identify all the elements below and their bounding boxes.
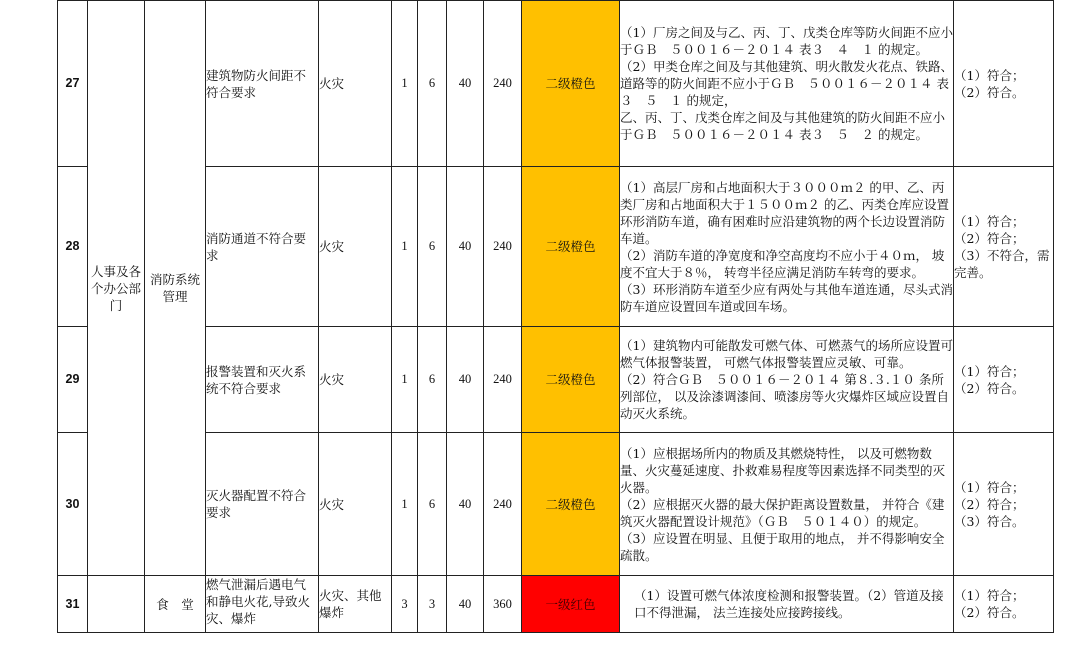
result-line: （1）符合； <box>954 363 1025 379</box>
accident-type: 火灾 <box>319 433 392 576</box>
measure-line: （2）消防车道的净宽度和净空高度均不应小于４０ｍ， 坡度不宜大于８％， 转弯半径应满足消防车转弯的要求。 <box>620 247 945 280</box>
measure-line: （1）厂房之间及与乙、丙、丁、戊类仓库等防火间距不应小于ＧＢ ５００１６－２０１４ 表３ ４ １ 的规定。 <box>620 25 953 57</box>
control-measures <box>620 327 954 433</box>
hazard-item: 燃气泄漏后遇电气和静电火花,导致火灾、爆炸 <box>206 576 319 633</box>
measure-line: （3）环形消防车道至少应有两处与其他车道连通，尽头式消防车道应设置回车道或回车场。 <box>620 281 953 314</box>
hazard-item: 建筑物防火间距不符合要求 <box>206 1 319 167</box>
value-d: 240 <box>484 327 522 433</box>
table-row <box>58 576 1054 633</box>
row-number: 29 <box>58 327 88 433</box>
measure-line: （1）建筑物内可能散发可燃气体、可燃蒸气的场所应设置可燃气体报警装置， 可燃气体报警装置应灵敏、可靠。 <box>620 338 953 370</box>
value-e: 6 <box>418 433 447 576</box>
department-cell-empty <box>88 576 145 633</box>
measure-line: （1）设置可燃气体浓度检测和报警装置。（2）管道及接口不得泄漏， 法兰连接处应接跨接线。 <box>634 588 944 620</box>
value-c: 40 <box>447 167 484 327</box>
result-line: （2）符合； <box>954 230 1025 246</box>
value-e: 6 <box>418 327 447 433</box>
risk-assessment-table <box>57 0 1054 633</box>
result-line: （1）符合； <box>954 213 1025 229</box>
check-result <box>954 576 1054 633</box>
risk-level-badge: 二级橙色 <box>522 327 620 433</box>
value-l: 3 <box>392 576 418 633</box>
table-row <box>58 167 1054 327</box>
value-e: 6 <box>418 1 447 167</box>
value-c: 40 <box>447 433 484 576</box>
accident-type: 火灾 <box>319 1 392 167</box>
hazard-item: 报警装置和灭火系统不符合要求 <box>206 327 319 433</box>
result-line: （2）符合。 <box>954 84 1025 100</box>
value-d: 240 <box>484 1 522 167</box>
control-measures <box>620 167 954 327</box>
system-cell: 消防系统管理 <box>145 1 206 576</box>
value-d: 240 <box>484 167 522 327</box>
department-cell: 人事及各个办公部门 <box>88 1 145 576</box>
accident-type: 火灾、其他爆炸 <box>319 576 392 633</box>
row-number: 28 <box>58 167 88 327</box>
check-result <box>954 1 1054 167</box>
value-e: 3 <box>418 576 447 633</box>
value-l: 1 <box>392 1 418 167</box>
measure-line: （3）应设置在明显、且便于取用的地点， 并不得影响安全疏散。 <box>620 530 945 563</box>
control-measures <box>620 433 954 576</box>
value-l: 1 <box>392 167 418 327</box>
value-l: 1 <box>392 433 418 576</box>
row-number: 31 <box>58 576 88 633</box>
result-line: （1）符合； <box>954 479 1025 495</box>
measure-line: （2）应根据灭火器的最大保护距离设置数量， 并符合《建筑灭火器配置设计规范》（ＧＢ ５０１４０）的规定。 <box>620 496 945 529</box>
hazard-item: 消防通道不符合要求 <box>206 167 319 327</box>
table-row <box>58 433 1054 576</box>
result-line: （2）符合。 <box>954 380 1025 396</box>
row-number: 27 <box>58 1 88 167</box>
control-measures <box>620 576 954 633</box>
risk-level-badge: 一级红色 <box>522 576 620 633</box>
measure-line: （2）甲类仓库之间及与其他建筑、明火散发火花点、铁路、道路等的防火间距不应小于ＧＢ ５００１６－２０１４ 表３ ５ １ 的规定， <box>620 59 953 108</box>
measure-line: （1）高层厂房和占地面积大于３０００ｍ２ 的甲、乙、丙类厂房和占地面积大于１５００ｍ２ 的乙、丙类仓库应设置环形消防车道，确有困难时应沿建筑物的两个长边设置消防车道。 <box>620 179 949 246</box>
measure-line: （1）应根据场所内的物质及其燃烧特性， 以及可燃物数量、火灾蔓延速度、扑救难易程度等因素选择不同类型的灭火器。 <box>620 445 946 495</box>
risk-level-badge: 二级橙色 <box>522 1 620 167</box>
result-line: （1）符合； <box>954 588 1025 603</box>
value-l: 1 <box>392 327 418 433</box>
value-c: 40 <box>447 327 484 433</box>
check-result <box>954 433 1054 576</box>
value-e: 6 <box>418 167 447 327</box>
accident-type: 火灾 <box>319 327 392 433</box>
measure-line: 乙、丙、丁、戊类仓库之间及与其他建筑的防火间距不应小于ＧＢ ５００１６－２０１４ 表３ ５ ２ 的规定。 <box>620 110 946 142</box>
accident-type: 火灾 <box>319 167 392 327</box>
value-c: 40 <box>447 576 484 633</box>
table-row <box>58 1 1054 167</box>
result-line: （3）符合。 <box>954 513 1025 529</box>
value-d: 240 <box>484 433 522 576</box>
system-cell: 食 堂 <box>145 576 206 633</box>
result-line: （1）符合； <box>954 67 1025 83</box>
check-result <box>954 327 1054 433</box>
result-line: （2）符合。 <box>954 605 1025 620</box>
value-d: 360 <box>484 576 522 633</box>
hazard-item: 灭火器配置不符合要求 <box>206 433 319 576</box>
table-row <box>58 327 1054 433</box>
result-line: （2）符合； <box>954 496 1025 512</box>
risk-level-badge: 二级橙色 <box>522 433 620 576</box>
result-line: （3）不符合，需完善。 <box>954 247 1050 280</box>
check-result <box>954 167 1054 327</box>
row-number: 30 <box>58 433 88 576</box>
value-c: 40 <box>447 1 484 167</box>
risk-level-badge: 二级橙色 <box>522 167 620 327</box>
control-measures <box>620 1 954 167</box>
measure-line: （2）符合ＧＢ ５００１６－２０１４ 第８.３.１０ 条所列部位， 以及涂漆调漆间、喷漆房等火灾爆炸区域应设置自动灭火系统。 <box>620 372 949 421</box>
